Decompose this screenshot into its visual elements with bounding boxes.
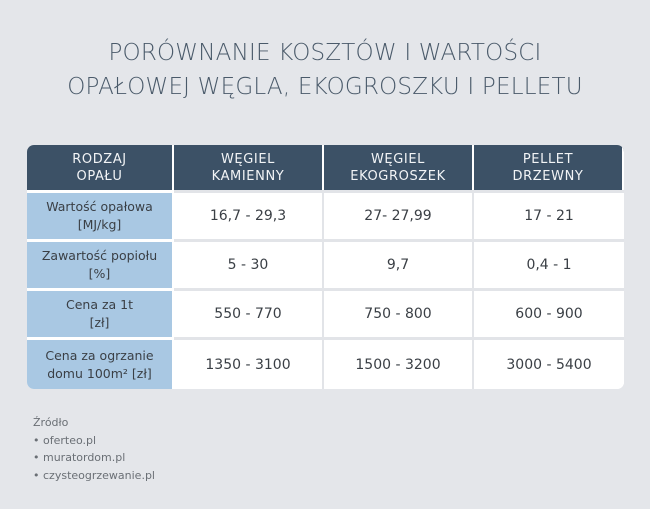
header-hard-coal: WĘGIEL KAMIENNY [174,145,324,190]
title-line-1: PORÓWNANIE KOSZTÓW I WARTOŚCI [108,40,542,66]
comparison-table [27,145,624,389]
row-label-calorific-value: Wartość opałowa [MJ/kg] [27,190,174,239]
table-cell: 0,4 - 1 [474,239,624,288]
table-cell: 750 - 800 [324,288,474,337]
header-fuel-type: RODZAJ OPAŁU [27,145,174,190]
row-label-ash-content: Zawartość popiołu [%] [27,239,174,288]
source-item: • muratordom.pl [33,449,155,467]
source-item: • czysteogrzewanie.pl [33,467,155,485]
source-list [33,432,155,485]
source-heading: Źródło [33,416,69,429]
table-cell: 1350 - 3100 [174,337,324,389]
row-label-heating-cost: Cena za ogrzanie domu 100m² [zł] [27,337,174,389]
table-cell: 550 - 770 [174,288,324,337]
source-item: • oferteo.pl [33,432,155,450]
table-cell: 1500 - 3200 [324,337,474,389]
table-cell: 9,7 [324,239,474,288]
title-line-2: OPAŁOWEJ WĘGLA, EKOGROSZKU I PELLETU [67,74,583,100]
table-cell: 27- 27,99 [324,190,474,239]
header-eco-pea-coal: WĘGIEL EKOGROSZEK [324,145,474,190]
header-wood-pellet: PELLET DRZEWNY [474,145,624,190]
row-label-price-per-ton: Cena za 1t [zł] [27,288,174,337]
table-cell: 3000 - 5400 [474,337,624,389]
table-cell: 16,7 - 29,3 [174,190,324,239]
page-title [0,36,650,104]
table-cell: 600 - 900 [474,288,624,337]
table-cell: 17 - 21 [474,190,624,239]
table-cell: 5 - 30 [174,239,324,288]
source-section [33,414,155,484]
